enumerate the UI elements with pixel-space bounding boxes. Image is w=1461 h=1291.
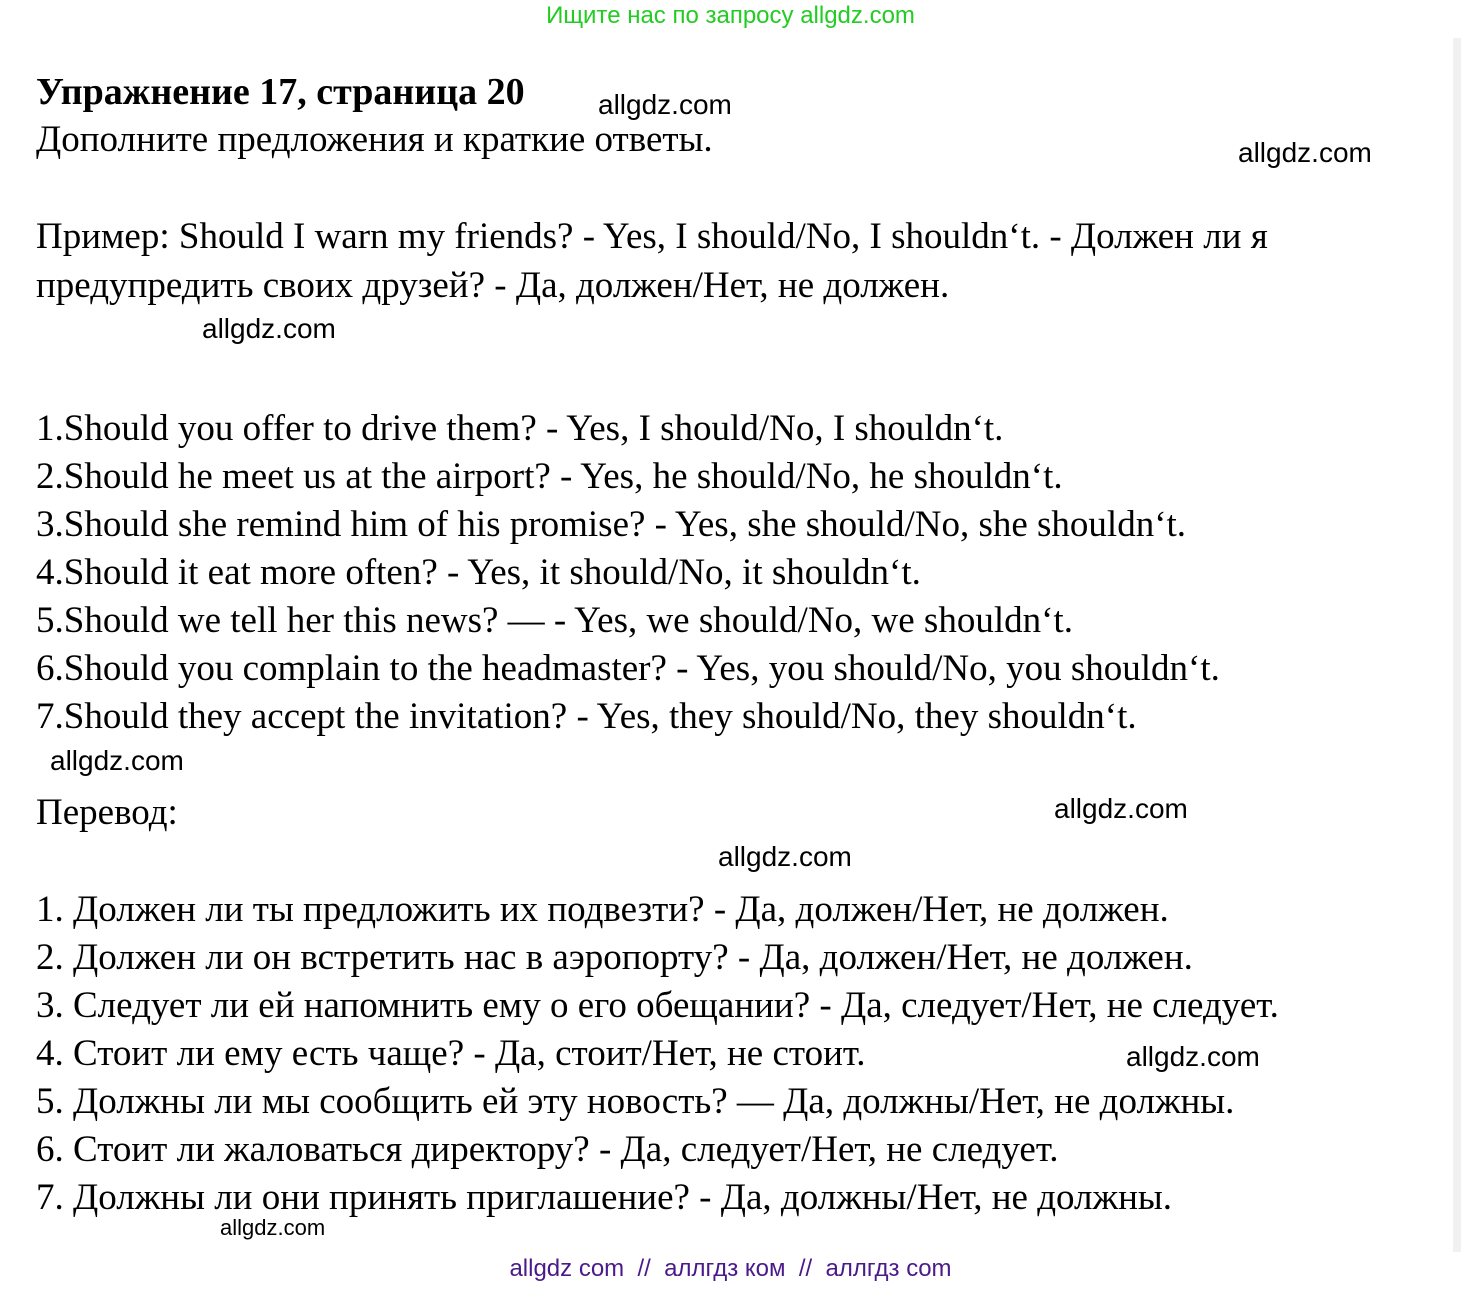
example-line: предупредить своих друзей? - Да, должен/Нет, не должен.	[36, 265, 950, 306]
watermark: allgdz.com	[202, 313, 336, 344]
watermark: allgdz.com	[220, 1215, 326, 1240]
translation-line: 7. Должны ли они принять приглашение? - Да, должны/Нет, не должны.	[36, 1177, 1172, 1218]
translation-line: 3. Следует ли ей напомнить ему о его обещании? - Да, следует/Нет, не следует.	[36, 985, 1279, 1026]
exercise-title: Упражнение 17, страница 20	[36, 71, 525, 113]
watermark: allgdz.com	[1126, 1041, 1260, 1072]
answer-line: 1.Should you offer to drive them? - Yes, I should/No, I shouldn‘t.	[36, 408, 1004, 449]
watermark: allgdz.com	[1054, 793, 1188, 824]
watermark: allgdz.com	[1238, 137, 1372, 168]
answer-line: 4.Should it eat more often? - Yes, it should/No, it shouldn‘t.	[36, 552, 921, 593]
translation-line: 2. Должен ли он встретить нас в аэропорту? - Да, должен/Нет, не должен.	[36, 937, 1193, 978]
watermark: allgdz.com	[50, 745, 184, 776]
translation-line: 1. Должен ли ты предложить их подвезти? - Да, должен/Нет, не должен.	[36, 889, 1169, 930]
answer-line: 7.Should they accept the invitation? - Yes, they should/No, they shouldn‘t.	[36, 696, 1137, 737]
watermark: allgdz.com	[598, 89, 732, 120]
answer-line: 2.Should he meet us at the airport? - Yes, he should/No, he shouldn‘t.	[36, 456, 1063, 497]
bottom-banner[interactable]: allgdz com // аллгдз ком // аллгдз com	[509, 1255, 952, 1282]
answer-line: 3.Should she remind him of his promise? - Yes, she should/No, she shouldn‘t.	[36, 504, 1187, 545]
translation-line: 6. Стоит ли жаловаться директору? - Да, следует/Нет, не следует.	[36, 1129, 1059, 1170]
top-banner[interactable]: Ищите нас по запросу allgdz.com	[546, 2, 915, 29]
answer-line: 5.Should we tell her this news? — - Yes, we should/No, we shouldn‘t.	[36, 600, 1073, 641]
scrollbar-track[interactable]	[1453, 38, 1461, 1252]
translation-heading: Перевод:	[36, 792, 178, 833]
translation-line: 4. Стоит ли ему есть чаще? - Да, стоит/Нет, не стоит.	[36, 1033, 866, 1074]
watermark: allgdz.com	[718, 841, 852, 872]
translation-line: 5. Должны ли мы сообщить ей эту новость? — Да, должны/Нет, не должны.	[36, 1081, 1235, 1122]
instruction: Дополните предложения и краткие ответы.	[36, 119, 713, 160]
example-line: Пример: Should I warn my friends? - Yes, I should/No, I shouldn‘t. - Должен ли я	[36, 216, 1268, 257]
answer-line: 6.Should you complain to the headmaster? - Yes, you should/No, you shouldn‘t.	[36, 648, 1220, 689]
